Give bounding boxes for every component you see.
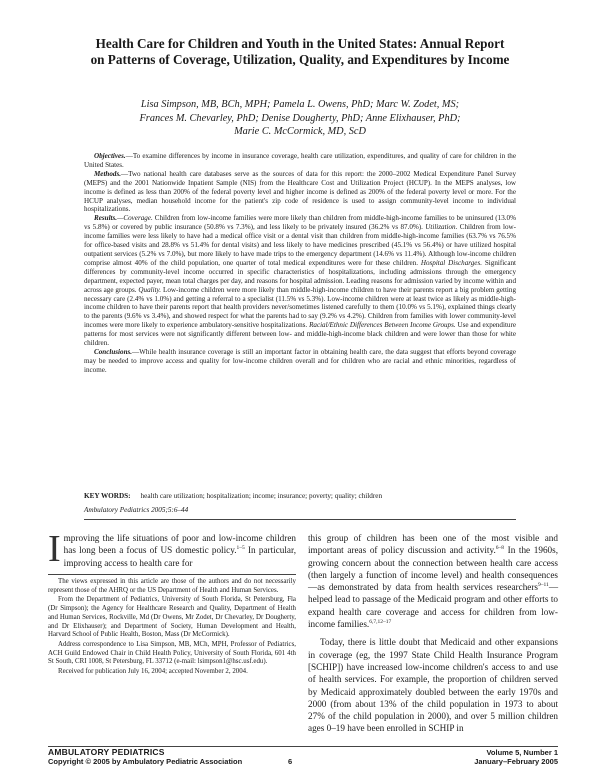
abstract-conclusions bbox=[84, 348, 516, 375]
keywords-text: health care utilization; hospitalization; income; insurance; poverty; quality; children bbox=[140, 492, 383, 500]
footnote-disclaimer: The views expressed in this article are those of the authors and do not necessarily represent those of the AHRQ or the US Department of Health and Human Services. bbox=[48, 578, 296, 594]
racial-text: Use and expenditure patterns for most services were not significantly different between low- and middle-high-income black children and were lower than those for white children. bbox=[84, 321, 516, 348]
quality-text: Low-income children were more likely than middle-high-income children to have their parents report a big problem getting necessary care (2.4% vs 1.0%) and getting a referral to a specialist (11.5% vs 5.3%). Low-income children were at least twice as likely as middle-high-income children to have their parents report that health providers never/sometimes listened carefully to them (10.0% vs 5.1%), explained things clearly to the parents (9.6% vs 3.4%), and showed respect for what the parents had to say (9.2% vs 4.2%). Children from families with lower community-level incomes were more likely to experience ambulatory-sensitive hospitalizations. bbox=[84, 285, 516, 330]
coverage-label: —Coverage. bbox=[117, 214, 153, 223]
copyright: Copyright © 2005 by Ambulatory Pediatric Association bbox=[48, 757, 243, 766]
right-column bbox=[308, 532, 558, 735]
footnote-received: Received for publication July 16, 2004; accepted November 2, 2004. bbox=[58, 668, 248, 676]
footnote-divider bbox=[48, 574, 296, 575]
hospital-text: Significant differences by community-level income occurred in specific characteristics of hospitalizations, including admissions through the emergency department, expected payer, mean total charges per day, and reasons for hospital admission. Leading reasons for admission varied by income within and across age groups. bbox=[84, 258, 516, 294]
abstract-objectives bbox=[84, 152, 516, 170]
journal-name: AMBULATORY PEDIATRICS bbox=[48, 747, 165, 757]
racial-label: Racial/Ethnic Differences Between Income Groups. bbox=[309, 321, 456, 330]
author-list bbox=[40, 98, 560, 139]
right-paragraph-2: Today, there is little doubt that Medicaid and other expansions in coverage (eg, the 1997 State Child Health Insurance Program [SCHIP]) have increased low-income children's access to and use of health services. For example, the proportion of children served by Medicaid approximately doubled between the early 1970s and 2000 (from about 13% of the child population in 1973 to about 27% of the child population in 2000), and over 5 million children ages 0–19 have been enrolled in SCHIP in bbox=[308, 637, 558, 734]
issue-date: January–February 2005 bbox=[474, 757, 558, 766]
right-paragraph-1 bbox=[308, 532, 558, 630]
footnotes bbox=[48, 578, 296, 678]
page-number: 6 bbox=[288, 757, 293, 766]
title-line-2: on Patterns of Coverage, Utilization, Quality, and Expenditures by Income bbox=[90, 52, 510, 67]
methods-label: Methods. bbox=[94, 169, 121, 178]
article-title bbox=[40, 36, 560, 68]
volume-number: Volume 5, Number 1 bbox=[486, 748, 558, 757]
footnote-correspondence: Address correspondence to Lisa Simpson, MB, MCh, MPH, Professor of Pediatrics, ACH Guild Endowed Chair in Child Health Policy, University of South Florida, 601 4th St South, CRI 1008, St Petersburg, FL 33712 (e-mail: lsimpson1@hsc.usf.edu). bbox=[48, 640, 296, 666]
utilization-label: Utilization. bbox=[425, 223, 458, 232]
methods-text: —Two national health care databases serve as the sources of data for this report: the 2000–2002 Medical Expenditure Panel Survey (MEPS) and the 2001 Nationwide Inpatient Sample (NIS) from the Healthcare Cost and Utilization Project (HCUP). In the MEPS analyses, low income is defined as less than 200% of the federal poverty level and higher income is defined as 200% of the federal poverty level or more. For the HCUP analyses, median household income for the patient's zip code of residence is used to assign community-level income to individual hospitalizations. bbox=[84, 169, 516, 214]
right-ref-1: 6–8 bbox=[495, 545, 505, 552]
abstract-methods bbox=[84, 170, 516, 215]
abstract-results bbox=[84, 214, 516, 348]
quality-label: Quality. bbox=[138, 285, 162, 294]
keywords-label: KEY WORDS: bbox=[84, 492, 131, 500]
coverage-text: Children from low-income families were more likely than children from middle-high-income families to be uninsured (13.0% vs 5.8%) or covered by public insurance (50.8% vs 7.3%), and less likely to be privately insured (36.2% vs 87.0%). bbox=[84, 214, 516, 232]
conclusions-label: Conclusions. bbox=[94, 347, 133, 356]
intro-paragraph bbox=[48, 528, 296, 570]
abstract-divider bbox=[84, 519, 516, 520]
keywords bbox=[84, 492, 516, 501]
results-label: Results. bbox=[94, 214, 118, 223]
footnote-affiliations: From the Department of Pediatrics, University of South Florida, St Petersburg, Fla (Dr Simpson); the Agency for Healthcare Research and Quality, Department of Health and Human Services, Rockville, Md (Dr Owens, Mr Zodet, Dr Chevarley, Dr Dougherty, and Dr Elixhauser); and Department of Society, Human Development and Health, Harvard School of Public Health, Boston, Mass (Dr McCormick). bbox=[48, 596, 296, 639]
objectives-label: Objectives. bbox=[94, 152, 126, 160]
author-line-3: Marie C. McCormick, MD, ScD bbox=[234, 126, 366, 138]
right-p1-b: In the 1960s, growing concern about the connection between health care access (then largely a function of income level) and health consequences—as demonstrated by data from health services researchers bbox=[308, 545, 559, 593]
right-ref-2: 9–11 bbox=[538, 582, 549, 589]
citation: Ambulatory Pediatrics 2005;5:6–44 bbox=[84, 506, 189, 514]
right-p1-c: —helped lead to passage of the Medicaid program and other efforts to expand health care coverage and access for children from low-income families. bbox=[308, 582, 558, 630]
intro-ref-1: 1–5 bbox=[236, 545, 245, 552]
intro-text-b: In particular, improving access to health care for bbox=[63, 545, 296, 568]
right-ref-3: 6,7,12–17 bbox=[369, 619, 392, 626]
footer-left bbox=[48, 748, 242, 766]
hospital-label: Hospital Discharges. bbox=[420, 258, 482, 267]
right-p1-a: this group of children has been one of the most visible and important areas of policy discussion and activity. bbox=[308, 533, 558, 556]
conclusions-text: —While health insurance coverage is still an important factor in obtaining health care, the data suggest that efforts beyond coverage may be needed to improve access and quality for low-income children overall and for children who are racial and ethnic minorities, regardless of income. bbox=[84, 347, 516, 374]
utilization-text: Children from low-income families were less likely to have had a medical office visit or a dental visit than children from middle-high-income families (63.7% vs 76.5% for office-based visits and 28.8% vs 51.4% for dental visits) and less likely to have medicines prescribed (45.1% vs 56.4%) or have utilized hospital outpatient services (5.2% vs 7.0%), but more likely to have made trips to the emergency department (14.6% vs 11.4%). Although low-income children comprise almost 40% of the child population, one quarter of total medical expenditures were for these children. bbox=[84, 223, 517, 267]
author-line-2: Frances M. Chevarley, PhD; Denise Dougherty, PhD; Anne Elixhauser, PhD; bbox=[139, 112, 461, 124]
footer-right bbox=[474, 748, 558, 766]
author-line-1: Lisa Simpson, MB, BCh, MPH; Pamela L. Owens, PhD; Marc W. Zodet, MS; bbox=[140, 99, 460, 110]
intro-text-a: mproving the life situations of poor and low-income children has long been a focus of US domestic policy. bbox=[63, 533, 296, 556]
abstract bbox=[84, 152, 516, 375]
title-line-1: Health Care for Children and Youth in the United States: Annual Report bbox=[95, 36, 505, 51]
objectives-text: —To examine differences by income in insurance coverage, health care utilization, expenditures, and quality of care for children in the United States. bbox=[84, 152, 516, 169]
page-footer bbox=[48, 748, 558, 770]
drop-cap: I bbox=[48, 528, 61, 570]
